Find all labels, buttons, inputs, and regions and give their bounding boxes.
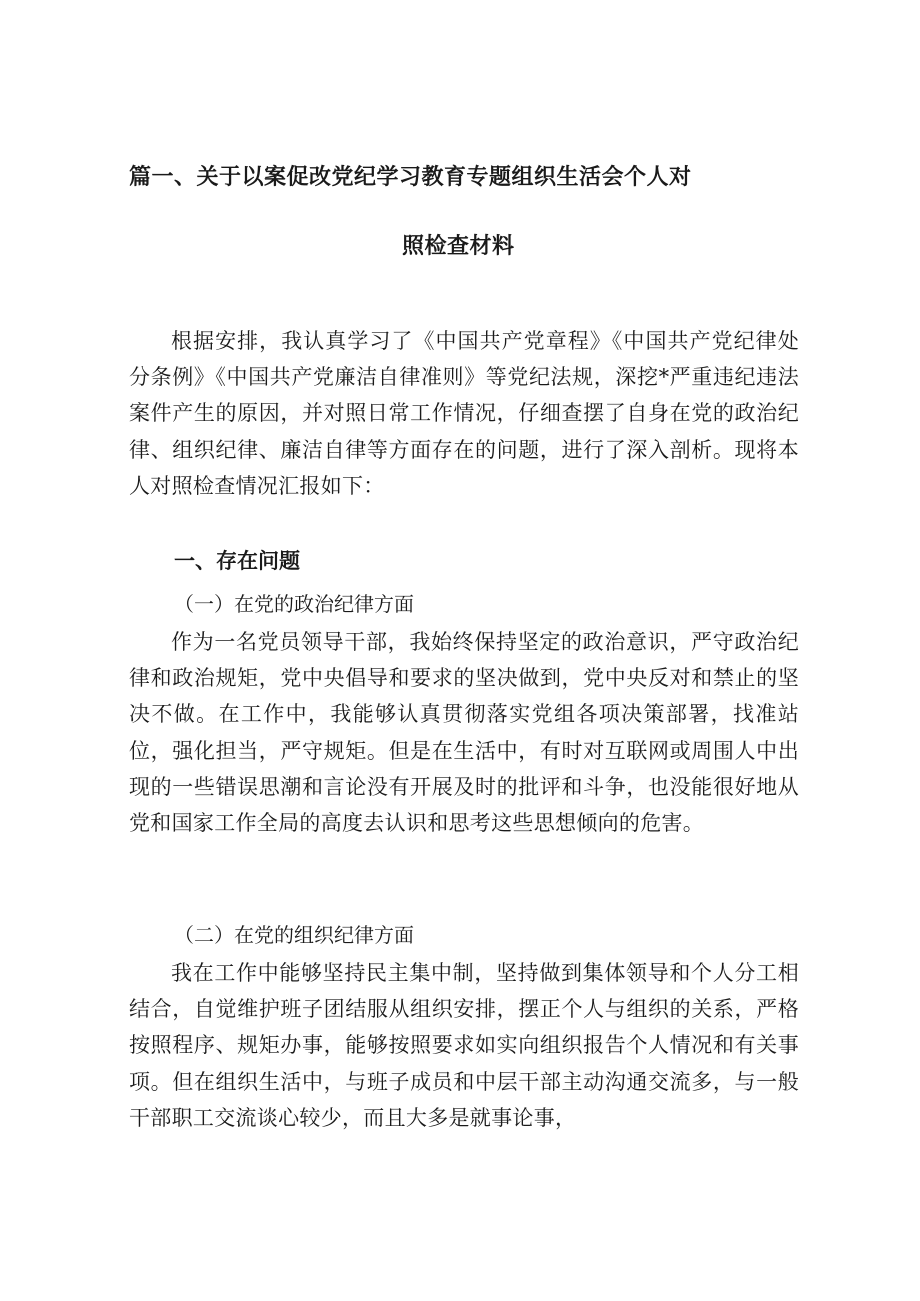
organizational-discipline-paragraph: 我在工作中能够坚持民主集中制，坚持做到集体领导和个人分工相结合，自觉维护班子团结服从组织安排，摆正个人与组织的关系，严格按照程序、规矩办事，能够按照要求如实向组织报告个人情况和有关事项。但在组织生活中，与班子成员和中层干部主动沟通交流多，与一般干部职工交流谈心较少，而且大多是就事论事， xyxy=(129,961,799,1130)
political-discipline-paragraph: 作为一名党员领导干部，我始终保持坚定的政治意识，严守政治纪律和政治规矩，党中央倡导和要求的坚决做到，党中央反对和禁止的坚决不做。在工作中，我能够认真贯彻落实党组各项决策部署，找准站位，强化担当，严守规矩。但是在生活中，有时对互联网或周围人中出现的一些错误思潮和言论没有开展及时的批评和斗争，也没能很好地从党和国家工作全局的高度去认识和思考这些思想倾向的危害。 xyxy=(129,630,799,836)
document-title-line-1: 篇一、关于以案促改党纪学习教育专题组织生活会个人对 xyxy=(129,165,692,190)
document-title-line-2: 照检查材料 xyxy=(402,234,515,259)
subsection-heading-political-discipline: （一）在党的政治纪律方面 xyxy=(174,592,414,616)
section-heading-problems: 一、存在问题 xyxy=(174,549,300,573)
subsection-heading-organizational-discipline: （二）在党的组织纪律方面 xyxy=(174,923,414,947)
intro-paragraph: 根据安排，我认真学习了《中国共产党章程》《中国共产党纪律处分条例》《中国共产党廉洁自律准则》等党纪法规，深挖*严重违纪违法案件产生的原因，并对照日常工作情况，仔细查摆了自身在党的政治纪律、组织纪律、廉洁自律等方面存在的问题，进行了深入剖析。现将本人对照检查情况汇报如下： xyxy=(129,329,799,498)
